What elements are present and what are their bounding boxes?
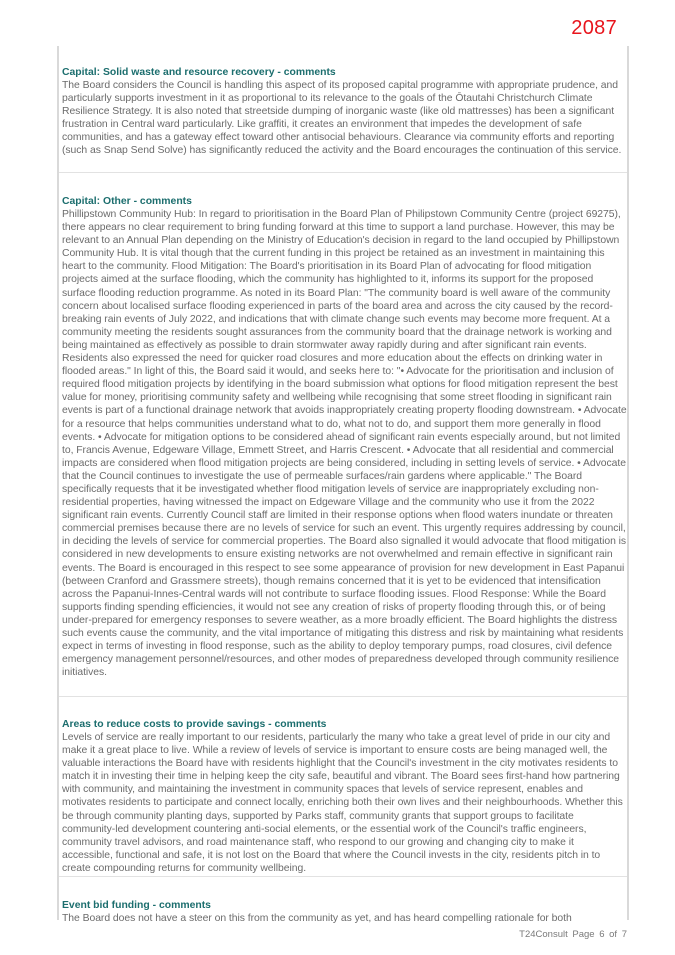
section-body: The Board does not have a steer on this from the community as yet, and has heard compelling rationale for both [62, 913, 572, 924]
section-divider [59, 696, 627, 697]
section-body: Levels of service are really important to our residents, particularly the many who take a great level of pride in our city and make it a great place to live. While a review of levels of service is important to ensure costs are being managed well, the valuable interactions the Board have with residents highlight that the Council's investment in the city motivates residents to match it in investing their time in helping keep the city safe, beautiful and vibrant. The Board sees first-hand how partnering with community, and maintaining the investment in community spaces that levels of service represent, enables and motivates residents to participate and connect locally, enriching both their own lives and their neighbourhoods. Whether this be through community planting days, supported by Parks staff, community grants that support groups to facilitate community-led development countering anti-social elements, or the essential work of the Council's traffic engineers, community travel advisors, and road maintenance staff, who respond to our growing and changing city to make it accessible, functional and safe, it is not lost on the Board that where the Council invests in the city, residents pitch in to create compounding returns for community wellbeing. [62, 732, 623, 874]
footer-source: T24Consult [519, 929, 568, 940]
page-footer [519, 929, 627, 940]
section-solid-waste [62, 66, 627, 158]
section-body: Phillipstown Community Hub: In regard to prioritisation in the Board Plan of Philipstown Community Centre (project 69275), there appears no clear requirement to bring funding forward at this time to support a land purchase. However, this may be relevant to an Annual Plan depending on the Ministry of Education's decision in regard to the land occupied by Phillipstown Community Hub. It is vital though that the current funding in this project be retained as an investment in maintaining this heart to the community. Flood Mitigation: The Board's prioritisation in its Board Plan of advocating for flood mitigation projects aimed at the surface flooding, which the community has highlighted to it, informs its support for the proposed surface flooding reduction programme. As noted in its Board Plan: "The community board is well aware of the community concern about localised surface flooding experienced in parts of the board area and across the city caused by the record-breaking rain events of July 2022, and indications that with climate change such events may become more frequent. At a community meeting the residents sought assurances from the community board that the drainage network is working and being maintained as effectively as possible to drain stormwater away rapidly during and after significant rain events. Residents also expressed the need for quicker road closures and more education about the effects on drinking water in flooded areas." In light of this, the Board said it would, and seeks here to: "• Advocate for the prioritisation and inclusion of required flood mitigation projects by identifying in the board submission what options for flood mitigation represent the best value for money, prioritising community safety and wellbeing while recognising that some street flooding in significant rain events is part of a functional drainage network that avoids inappropriately creating property flooding downstream. • Advocate for a resource that helps communities understand what to do, what not to do, and support them more generally in flood events. • Advocate for mitigation options to be considered ahead of significant rain events especially around, but not limited to, Francis Avenue, Edgeware Village, Emmett Street, and Harris Crescent. • Advocate that all residential and commercial impacts are considered when flood mitigation projects are being considered, including in setting levels of service. • Advocate that the Council continues to investigate the use of permeable surfaces/rain gardens where applicable." The Board specifically requests that it be investigated whether flood mitigation levels of service are inappropriately excluding non-residential properties, having witnessed the impact on Edgeware Village and the community who use it from the 2022 significant rain events. Currently Council staff are limited in their response options when flood waters inundate or threaten commercial premises because there are no levels of service for such an event. This urgently requires addressing by council, in deciding the levels of service for commercial properties. The Board also signalled it would advocate that flood mitigation is considered in new developments to ensure existing networks are not overwhelmed and remain effective in significant rain events. The Board is encouraged in this respect to see some appearance of provision for new development in East Papanui (between Cranford and Grassmere streets), though remains concerned that it is yet to be evidenced that intensification across the Papanui-Innes-Central wards will not contribute to surface flooding issues. Flood Response: While the Board supports finding spending efficiencies, it would not see any creation of risks of property flooding through this, or of being under-prepared for emergency responses to severe weather, as a more broadly efficient. The Board highlights the distress such events cause the community, and the vital importance of mitigating this distress and risk by maintaining what residents expect in terms of investing in flood response, such as the ability to deploy temporary pumps, road closures, civil defence emergency management personnel/resources, and other modes of preparedness developed through community resilience initiatives. [62, 209, 627, 679]
section-body: The Board considers the Council is handling this aspect of its proposed capital programme with appropriate prudence, and particularly supports investment in it as proportional to its relevance to the goals of the Ōtautahi Christchurch Climate Resilience Strategy. It is also noted that streetside dumping of inorganic waste (like old mattresses) has been a significant frustration in Central ward particularly. Like graffiti, it creates an environment that impedes the development of safe communities, and has a gateway effect toward other antisocial behaviours. Clearance via community efforts and reporting (such as Snap Send Solve) has significantly reduced the activity and the Board encourages the continuation of this service. [62, 80, 622, 157]
section-title: Event bid funding - comments [62, 900, 211, 911]
section-title: Capital: Other - comments [62, 196, 192, 207]
section-capital-other [62, 195, 627, 679]
section-divider [59, 876, 627, 877]
section-reduce-costs [62, 718, 627, 875]
page-stamp-number: 2087 [571, 17, 617, 39]
footer-page-label: Page 6 of 7 [572, 929, 627, 940]
section-title: Capital: Solid waste and resource recovery - comments [62, 67, 336, 78]
section-event-bid-funding [62, 899, 627, 925]
section-divider [59, 172, 627, 173]
section-title: Areas to reduce costs to provide savings - comments [62, 719, 327, 730]
